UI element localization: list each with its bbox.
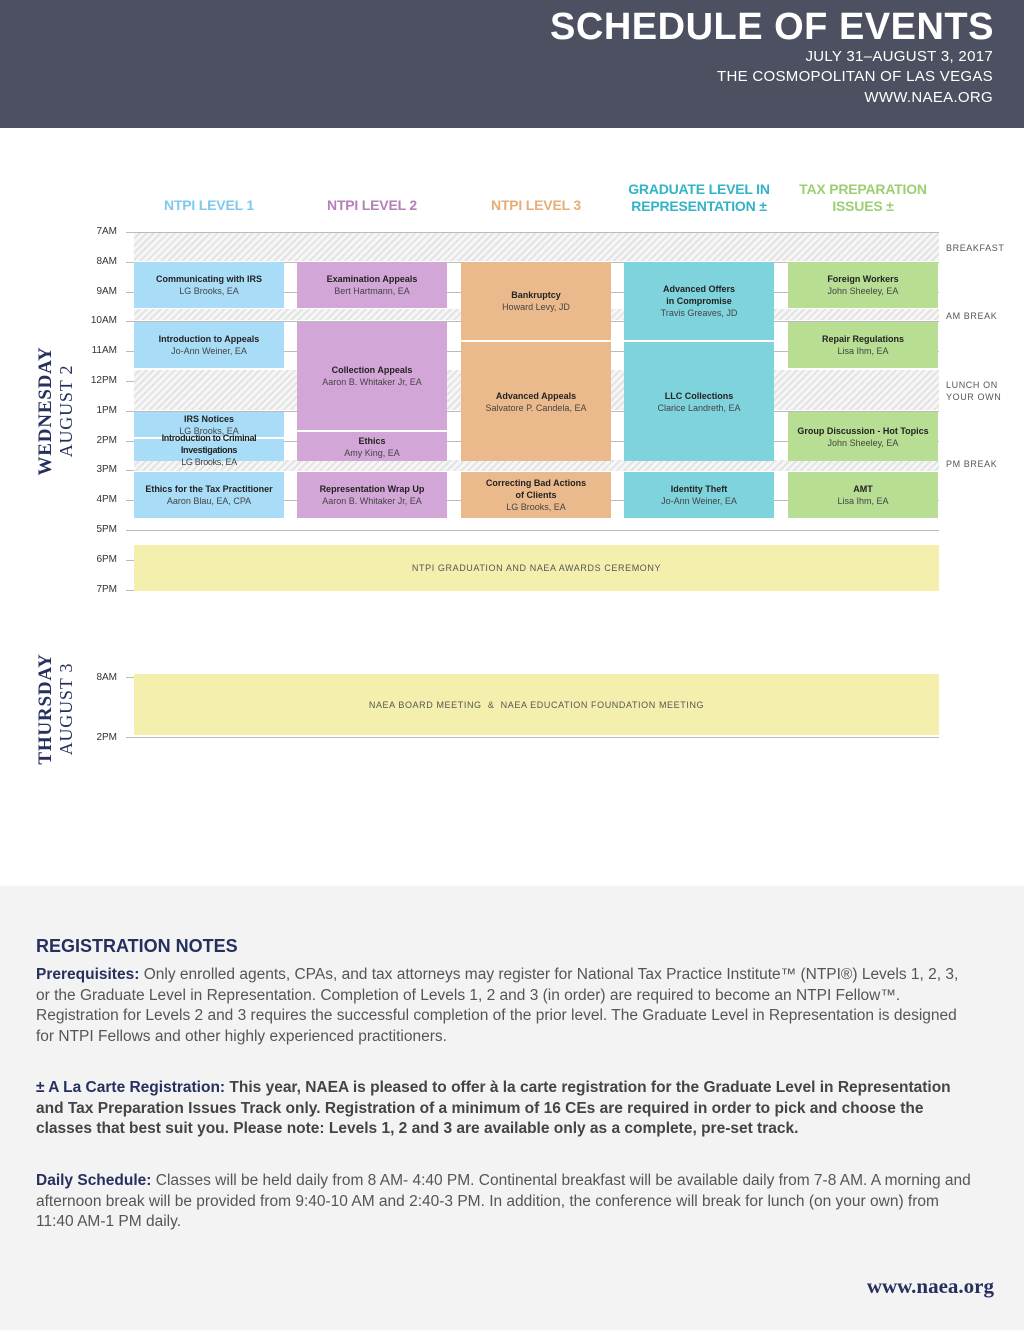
session-speaker: Amy King, EA (344, 447, 400, 458)
session-title: Ethics (358, 435, 386, 446)
session-block[interactable] (134, 433, 284, 467)
event-label: NAEA BOARD MEETING & NAEA EDUCATION FOUNDATION MEETING (368, 699, 705, 710)
track-header-tax-preparation (788, 181, 938, 215)
session-title: Communicating with IRS (155, 274, 262, 284)
track-header-ntpi-level-1 (134, 197, 284, 214)
pm-break-band (134, 460, 939, 471)
break-label: LUNCH ON YOUR OWN (946, 380, 1002, 402)
session-title: IRS Notices (183, 413, 234, 424)
session-speaker: John Sheeley, EA (827, 437, 899, 448)
session-speaker: LG Brooks, EA (179, 286, 239, 296)
day-name: WEDNESDAY (35, 346, 56, 476)
session-speaker: Salvatore P. Candela, EA (485, 402, 587, 413)
page-title: SCHEDULE OF EVENTS (550, 6, 994, 48)
event-dates: JULY 31–AUGUST 3, 2017 (805, 48, 993, 65)
track-header-graduate-level (624, 181, 774, 215)
session-title: Repair Regulations (821, 334, 904, 344)
session-speaker: Aaron B. Whitaker Jr, EA (322, 377, 422, 387)
alacarte-text: This year, NAEA is pleased to offer à la carte registration for the Graduate Level in Representation and Tax Preparation Issues Track only. Registration of a minimum of 16 CEs are required in order to pick and choose the classes that best suit you. Please note: Levels 1, 2 and 3 are available only as a complete, pre-set track. (36, 1079, 951, 1137)
session-block[interactable] (297, 472, 447, 518)
hour-label: 10AM (90, 315, 117, 326)
session-title: AMT (853, 484, 873, 494)
day-label-wednesday (36, 341, 76, 481)
hour-label: 11AM (91, 345, 117, 356)
session-title: Group Discussion - Hot Topics (797, 425, 929, 436)
session-block[interactable] (134, 472, 284, 518)
hour-label: 8AM (96, 672, 117, 683)
prerequisites-paragraph (36, 965, 976, 1047)
alacarte-paragraph (36, 1078, 976, 1140)
day-label-thursday (36, 639, 76, 779)
session-block[interactable] (134, 322, 284, 368)
session-title: Advanced Offers in Compromise (662, 284, 736, 306)
hour-label: 7PM (96, 584, 117, 595)
session-speaker: Lisa Ihm, EA (837, 496, 889, 506)
session-title: Collection Appeals (331, 365, 413, 375)
track-header-line: TAX PREPARATION (799, 181, 927, 197)
footer-website-link[interactable]: www.naea.org (866, 1274, 994, 1298)
event-venue: THE COSMOPOLITAN OF LAS VEGAS (717, 68, 993, 85)
session-speaker: LG Brooks, EA (181, 457, 237, 467)
day-name: THURSDAY (35, 653, 56, 765)
gridline (126, 737, 939, 738)
session-block[interactable] (461, 342, 611, 461)
hour-label: 2PM (96, 435, 117, 446)
breakfast-band (134, 233, 939, 261)
day-date: AUGUST 3 (56, 662, 76, 756)
daily-schedule-paragraph (36, 1171, 976, 1233)
daily-schedule-label: Daily Schedule: (36, 1172, 152, 1189)
hour-label: 5PM (96, 524, 117, 535)
session-block[interactable] (624, 262, 774, 340)
session-title: Bankruptcy (511, 290, 561, 300)
break-label: PM BREAK (946, 459, 998, 469)
hour-label: 6PM (96, 554, 117, 565)
hour-label: 8AM (96, 256, 117, 267)
session-speaker: Clarice Landreth, EA (657, 402, 741, 413)
session-speaker: Aaron B. Whitaker Jr, EA (322, 496, 422, 506)
session-speaker: Aaron Blau, EA, CPA (166, 496, 252, 506)
session-block[interactable] (788, 322, 938, 368)
prerequisites-text: Only enrolled agents, CPAs, and tax attorneys may register for National Tax Practice Institute™ (NTPI®) Levels 1, 2, 3, or the Graduate Level in Representation. Completion of Levels 1, 2 and 3 (in order) are required to become an NTPI Fellow™. Registration for Levels 2 and 3 requires the successful completion of the prior level. The Graduate Level in Representation is designed for NTPI Fellows and other highly experienced practitioners. (36, 966, 959, 1045)
track-header-line: NTPI LEVEL 2 (327, 197, 417, 213)
hour-label: 1PM (96, 405, 117, 416)
session-block[interactable] (788, 472, 938, 518)
track-header-ntpi-level-2 (297, 197, 447, 214)
daily-schedule-text: Classes will be held daily from 8 AM- 4:40 PM. Continental breakfast will be available daily from 7-8 AM. A morning and afternoon break will be provided from 9:40-10 AM and 2:40-3 PM. In addition, the conference will break for lunch (on your own) from 11:40 AM-1 PM daily. (36, 1172, 971, 1230)
hour-label: 7AM (96, 226, 117, 237)
hour-label: 4PM (96, 494, 117, 505)
board-meeting-event[interactable] (134, 674, 939, 735)
session-title: Advanced Appeals (495, 390, 577, 401)
day-date: AUGUST 2 (56, 364, 76, 458)
track-header-line: NTPI LEVEL 1 (164, 197, 254, 213)
session-speaker: Jo-Ann Weiner, EA (171, 346, 247, 356)
session-speaker: Lisa Ihm, EA (837, 346, 889, 356)
session-speaker: LG Brooks, EA (506, 502, 566, 512)
session-title: Introduction to Criminal Investigations (161, 433, 257, 455)
graduation-ceremony-event[interactable] (134, 545, 939, 591)
session-speaker: Jo-Ann Weiner, EA (661, 496, 737, 506)
event-website[interactable]: WWW.NAEA.ORG (864, 89, 993, 106)
session-title: Ethics for the Tax Practitioner (145, 484, 273, 494)
session-title: Examination Appeals (326, 274, 418, 284)
session-title: Introduction to Appeals (158, 334, 260, 344)
track-header-line: GRADUATE LEVEL IN (628, 181, 770, 197)
session-block[interactable] (297, 432, 447, 461)
prerequisites-label: Prerequisites: (36, 966, 140, 983)
session-block[interactable] (297, 262, 447, 308)
hour-label: 9AM (96, 286, 117, 297)
session-speaker: Bert Hartmann, EA (334, 286, 410, 296)
session-block[interactable] (624, 472, 774, 518)
track-header-line: REPRESENTATION ± (631, 198, 767, 214)
hour-label: 2PM (96, 732, 117, 743)
session-title: LLC Collections (664, 390, 734, 401)
session-speaker: John Sheeley, EA (827, 286, 899, 296)
hour-label: 12PM (90, 375, 117, 386)
session-block[interactable] (297, 322, 447, 430)
session-speaker: Travis Greaves, JD (660, 308, 738, 318)
session-block[interactable] (624, 342, 774, 461)
session-block[interactable] (134, 262, 284, 308)
hour-label: 3PM (96, 464, 117, 475)
gridline (126, 530, 939, 531)
session-block[interactable] (788, 412, 938, 461)
break-label: AM BREAK (946, 311, 998, 321)
alacarte-label: ± A La Carte Registration: (36, 1079, 226, 1096)
track-header-line: NTPI LEVEL 3 (491, 197, 581, 213)
track-header-ntpi-level-3 (461, 197, 611, 214)
session-block[interactable] (788, 262, 938, 308)
track-header-line: ISSUES ± (832, 198, 894, 214)
session-speaker: Howard Levy, JD (502, 302, 570, 312)
session-block[interactable] (461, 262, 611, 340)
session-title: Correcting Bad Actions of Clients (485, 478, 587, 500)
session-title: Identity Theft (670, 484, 728, 494)
event-label: NTPI GRADUATION AND NAEA AWARDS CEREMONY (411, 563, 662, 573)
session-block[interactable] (461, 472, 611, 518)
header-banner (0, 0, 1024, 128)
session-speaker: LG Brooks, EA (179, 425, 239, 436)
session-title: Foreign Workers (827, 274, 899, 284)
break-label: BREAKFAST (946, 243, 1005, 253)
session-title: Representation Wrap Up (319, 484, 425, 494)
registration-notes-heading: REGISTRATION NOTES (36, 936, 238, 956)
